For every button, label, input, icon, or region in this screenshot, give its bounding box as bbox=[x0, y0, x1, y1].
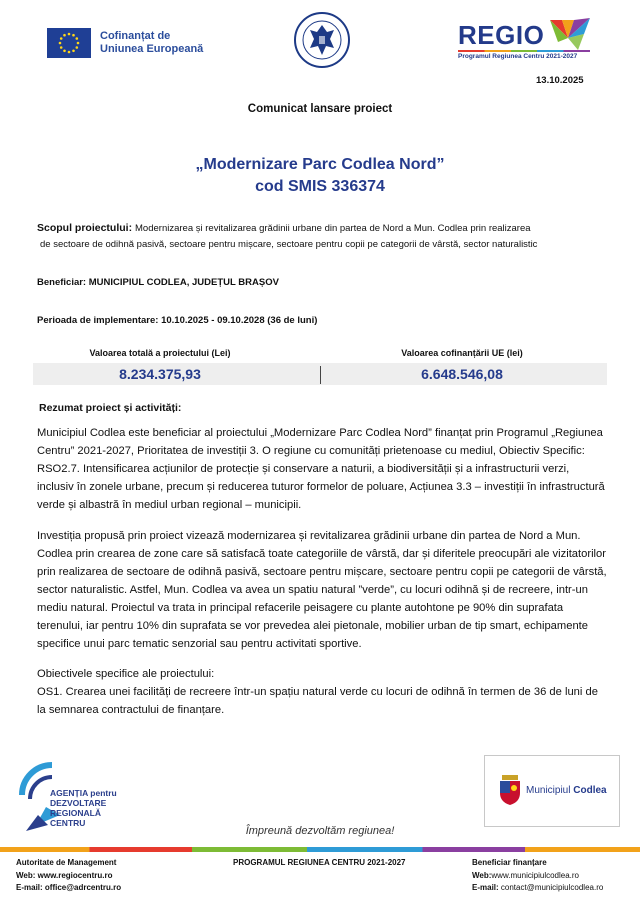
perioada-value: 10.10.2025 - 09.10.2028 (36 de luni) bbox=[161, 315, 318, 326]
municipiul-codlea-logo-text: Municipiul Codlea bbox=[526, 785, 607, 796]
beneficiar-label: Beneficiar: bbox=[37, 277, 87, 288]
regio-logo-icon bbox=[548, 16, 592, 52]
scop-text-line2: de sectoare de odihnă pasivă, sectoare pentru mișcare, sectoare pentru copii pe categorii de vârstă, sector naturalistic bbox=[40, 239, 538, 250]
cofinantare-value: 6.648.546,08 bbox=[421, 366, 503, 382]
project-title: „Modernizare Parc Codlea Nord” bbox=[195, 156, 445, 173]
objective-1: OS1. Crearea unei facilități de recreere într-un spațiu natural verde cu locuri de odihnă în termen de 36 de luni de la semnarea contractului de finanțare. bbox=[37, 686, 598, 716]
summary-paragraph-1: Municipiul Codlea este beneficiar al proiectului „Modernizare Parc Codlea Nord” finanțat prin Programul „Regiunea Centru” 2021-2027, Prioritatea de investiții 3. O regiune cu comunități prietenoase cu mediul, Obiectiv Specific: RSO2.7. Intensificarea acțiunilor de protecție și conservare a naturii, a biodiversității și a infrastructurii verzi, inclusiv în zonele urbane, precum și reducerea tuturor formelor de poluare, Acțiunea 3.3 – investiții în infrastructură verde și albastră în mediul urban regional – municipii. bbox=[37, 427, 605, 511]
footer-right-title: Beneficiar finanțare bbox=[472, 858, 547, 867]
adr-centru-logo-text: AGENȚIA pentru DEZVOLTARE REGIONALĂ CENTRU bbox=[50, 788, 117, 828]
beneficiar-row bbox=[37, 277, 279, 288]
summary-paragraph-2: Investiția propusă prin proiect vizează modernizarea și revitalizarea grădinii urbane din partea de Nord a Mun. Codlea prin crearea de zone care să satisfacă toate categoriile de vârstă, dar și diferitele preocupări ale vizitatorilor prin realizarea de sectoare de odihnă pasivă, sectoare pentru mișcare, sectoare pentru copii pe categorii de vârstă, sector naturalistic. Astfel, Mun. Codlea va avea un spatiu natural ”verde”, cu locuri odihnă și de recreere, intr-un mediu natural. Proiectul va trata in principal refacerile peisagere cu plante autohtone pe 90% din suprafata terenului, iar pentru 10% din suprafata se vor prevedea alei pietonale, mobilier urban de tip smart, echipamente specifice unui parc tematic senzorial sau pentru activitati sportive. bbox=[37, 530, 607, 650]
objectives-block bbox=[37, 665, 609, 719]
scop-text-line1: Modernizarea și revitalizarea grădinii urbane din partea de Nord a Mun. Codlea prin realizarea bbox=[135, 223, 531, 234]
footer-beneficiary: Beneficiar finanțare Web:www.municipiulcodlea.ro E-mail: contact@municipiulcodlea.ro bbox=[472, 858, 604, 892]
government-seal-logo bbox=[294, 12, 350, 68]
regio-logo-text: REGIO bbox=[458, 20, 545, 50]
values-divider bbox=[320, 366, 321, 384]
valoare-totala-value: 8.234.375,93 bbox=[119, 366, 201, 382]
footer-right-web: www.municipiulcodlea.ro bbox=[491, 870, 579, 880]
regio-program-subtitle: Programul Regiunea Centru 2021-2027 bbox=[458, 53, 578, 60]
project-smis-code: cod SMIS 336374 bbox=[255, 178, 385, 195]
perioada-label: Perioada de implementare: bbox=[37, 315, 159, 326]
footer-left-title: Autoritate de Management bbox=[16, 858, 117, 867]
footer-left-web: Web: www.regiocentru.ro bbox=[16, 870, 113, 880]
footer-right-email: contact@municipiulcodlea.ro bbox=[500, 883, 604, 892]
footer-left-email: E-mail: office@adrcentru.ro bbox=[16, 883, 122, 892]
objectives-label: Obiectivele specifice ale proiectului: bbox=[37, 668, 215, 680]
document-heading: Comunicat lansare proiect bbox=[247, 103, 393, 115]
footer-program-name: PROGRAMUL REGIUNEA CENTRU 2021-2027 bbox=[233, 858, 406, 867]
footer-managing-authority bbox=[16, 857, 121, 895]
valoare-totala-label: Valoarea totală a proiectului (Lei) bbox=[89, 348, 231, 358]
codlea-coat-of-arms-icon bbox=[498, 775, 522, 805]
document-date: 13.10.2025 bbox=[536, 75, 584, 86]
regio-color-stripe bbox=[458, 50, 590, 52]
cofinantare-label: Valoarea cofinanțării UE (lei) bbox=[401, 348, 523, 358]
beneficiar-value: MUNICIPIUL CODLEA, JUDEȚUL BRAȘOV bbox=[88, 277, 279, 288]
footer-color-stripe bbox=[0, 847, 640, 852]
perioada-row bbox=[37, 315, 317, 326]
footer-tagline: Împreună dezvoltăm regiunea! bbox=[245, 825, 395, 837]
eu-flag-logo bbox=[47, 28, 91, 58]
eu-cofinanced-label: Cofinanțat de Uniunea Europeană bbox=[100, 30, 204, 55]
scop-row bbox=[37, 222, 531, 234]
rezumat-label: Rezumat proiect și activități: bbox=[39, 402, 182, 414]
scop-label: Scopul proiectului: bbox=[37, 222, 133, 234]
